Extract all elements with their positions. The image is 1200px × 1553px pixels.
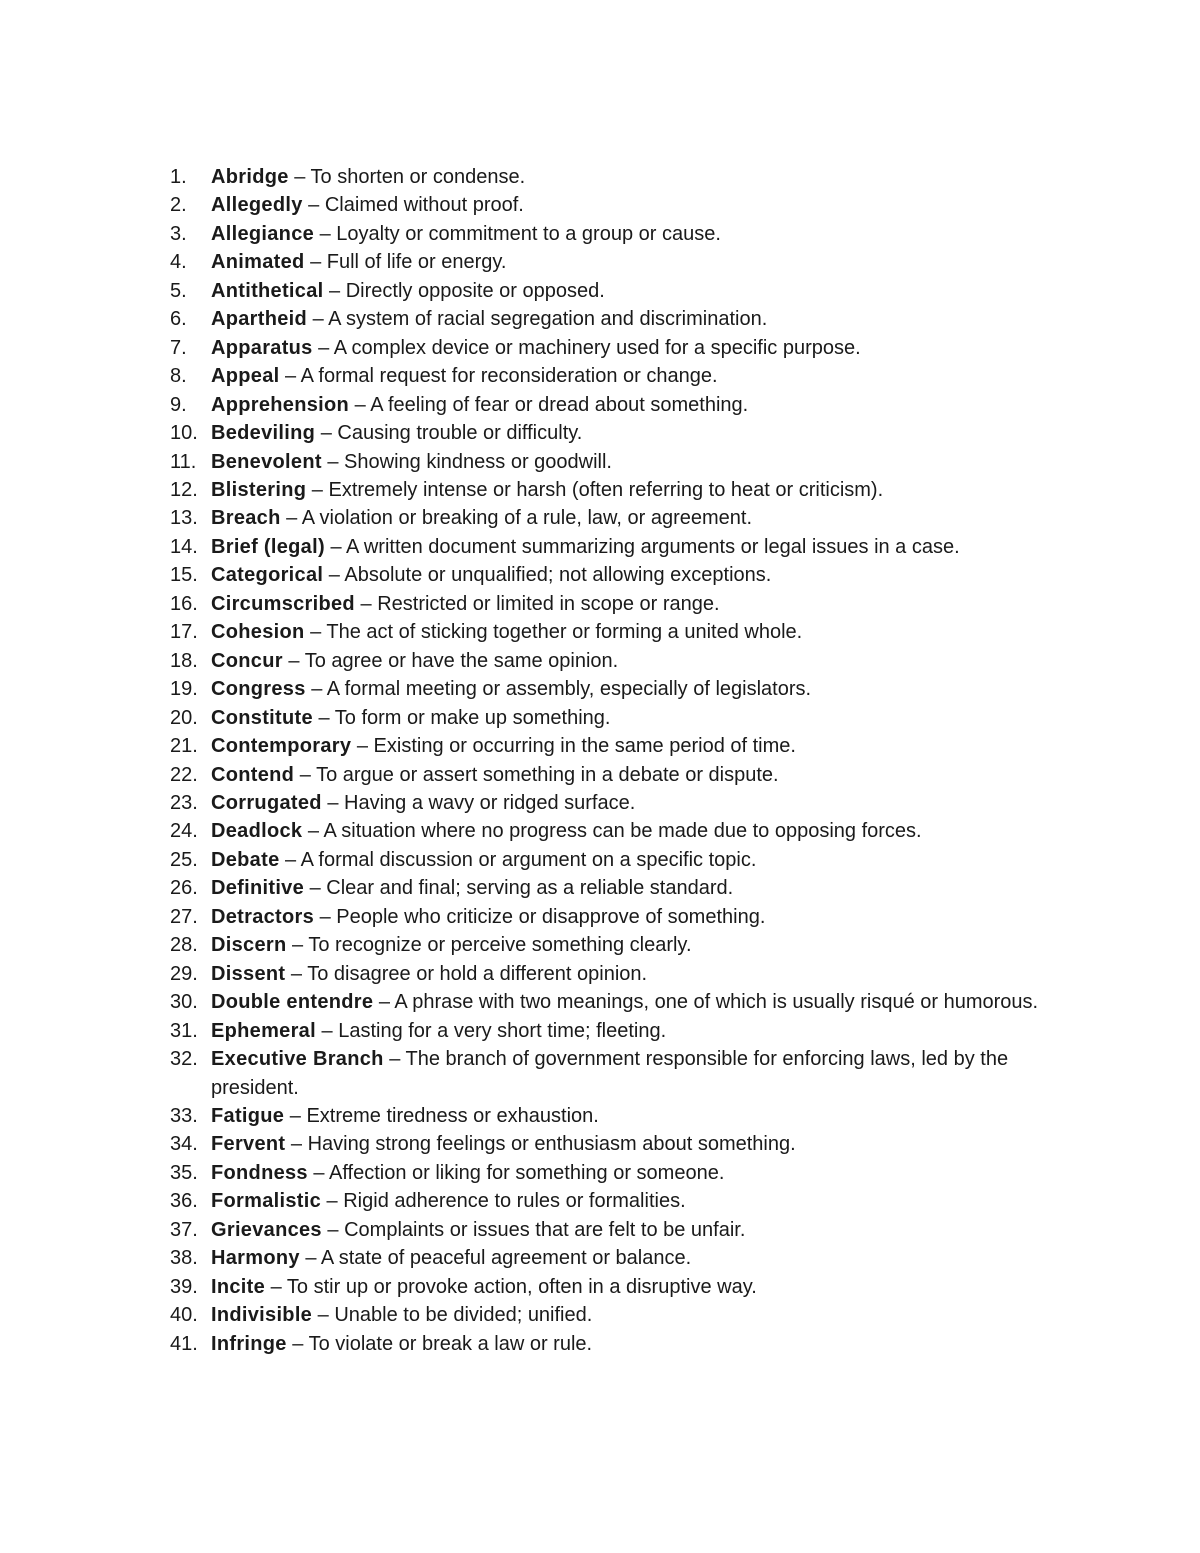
vocab-entry bbox=[170, 419, 1050, 447]
entry-definition: – A complex device or machinery used for a specific purpose. bbox=[312, 336, 861, 359]
entry-definition: – A violation or breaking of a rule, law, or agreement. bbox=[280, 507, 753, 530]
entry-number: 38. bbox=[170, 1247, 198, 1270]
entry-term: Discern bbox=[211, 934, 287, 957]
entry-definition: – Unable to be divided; unified. bbox=[312, 1304, 593, 1327]
vocab-entry bbox=[170, 675, 1050, 703]
vocab-entry bbox=[170, 305, 1050, 333]
vocab-entry bbox=[170, 391, 1050, 419]
entry-definition: – The branch of government responsible for enforcing laws, led by the president. bbox=[211, 1048, 1009, 1099]
entry-number: 40. bbox=[170, 1304, 198, 1327]
entry-definition: – Causing trouble or difficulty. bbox=[315, 422, 583, 445]
entry-number: 21. bbox=[170, 735, 198, 758]
entry-term: Constitute bbox=[211, 706, 313, 729]
entry-term: Breach bbox=[211, 507, 281, 530]
entry-term: Executive Branch bbox=[211, 1048, 384, 1071]
entry-term: Double entendre bbox=[211, 991, 374, 1014]
entry-number: 24. bbox=[170, 820, 198, 843]
entry-number: 1. bbox=[170, 166, 187, 188]
entry-number: 36. bbox=[170, 1190, 198, 1213]
vocab-entry bbox=[170, 647, 1050, 675]
entry-definition: – To form or make up something. bbox=[312, 706, 611, 729]
entry-definition: – Existing or occurring in the same period of time. bbox=[351, 735, 796, 758]
vocab-entry bbox=[170, 846, 1050, 874]
entry-definition: – The act of sticking together or forming a united whole. bbox=[304, 621, 803, 644]
entry-term: Animated bbox=[211, 251, 305, 274]
entry-definition: – A state of peaceful agreement or balance. bbox=[299, 1247, 692, 1270]
entry-number: 33. bbox=[170, 1104, 198, 1127]
entry-term: Apprehension bbox=[211, 393, 350, 416]
entry-number: 22. bbox=[170, 763, 198, 786]
entry-term: Contend bbox=[211, 763, 295, 786]
vocab-entry bbox=[170, 448, 1050, 476]
entry-definition: – Having a wavy or ridged surface. bbox=[321, 791, 636, 814]
entry-definition: – Loyalty or commitment to a group or cause. bbox=[314, 222, 721, 245]
entry-term: Allegiance bbox=[211, 222, 315, 245]
entry-number: 4. bbox=[170, 251, 187, 274]
entry-definition: – To agree or have the same opinion. bbox=[282, 649, 619, 672]
entry-term: Indivisible bbox=[211, 1304, 313, 1327]
vocab-entry bbox=[170, 590, 1050, 618]
entry-number: 3. bbox=[170, 222, 187, 245]
entry-number: 18. bbox=[170, 649, 198, 672]
entry-number: 31. bbox=[170, 1019, 198, 1042]
entry-definition: – A formal request for reconsideration or change. bbox=[279, 365, 718, 388]
vocab-entry bbox=[170, 789, 1050, 817]
entry-definition: – Extreme tiredness or exhaustion. bbox=[284, 1104, 599, 1127]
entry-term: Fatigue bbox=[211, 1104, 285, 1127]
entry-definition: – Directly opposite or opposed. bbox=[323, 279, 605, 302]
vocab-entry bbox=[170, 1216, 1050, 1244]
entry-term: Ephemeral bbox=[211, 1019, 316, 1042]
entry-term: Formalistic bbox=[211, 1190, 321, 1213]
vocabulary-list bbox=[170, 163, 1050, 1358]
entry-definition: – A system of racial segregation and discrimination. bbox=[307, 308, 768, 331]
entry-number: 2. bbox=[170, 194, 187, 217]
entry-definition: – Claimed without proof. bbox=[302, 194, 524, 217]
entry-definition: – Full of life or energy. bbox=[304, 251, 507, 274]
vocab-entry bbox=[170, 277, 1050, 305]
vocab-entry bbox=[170, 220, 1050, 248]
entry-definition: – Clear and final; serving as a reliable standard. bbox=[304, 877, 734, 900]
entry-term: Benevolent bbox=[211, 450, 322, 473]
entry-definition: – A feeling of fear or dread about something. bbox=[349, 393, 749, 416]
entry-number: 15. bbox=[170, 564, 198, 587]
entry-number: 39. bbox=[170, 1275, 198, 1298]
entry-term: Fondness bbox=[211, 1161, 308, 1184]
vocab-entry bbox=[170, 561, 1050, 589]
entry-definition: – A formal meeting or assembly, especially of legislators. bbox=[305, 678, 812, 701]
entry-term: Congress bbox=[211, 678, 306, 701]
entry-number: 35. bbox=[170, 1161, 198, 1184]
entry-term: Grievances bbox=[211, 1218, 322, 1241]
entry-term: Contemporary bbox=[211, 735, 352, 758]
entry-number: 41. bbox=[170, 1332, 198, 1355]
entry-term: Cohesion bbox=[211, 621, 305, 644]
entry-number: 13. bbox=[170, 507, 198, 530]
entry-number: 20. bbox=[170, 706, 198, 729]
entry-term: Harmony bbox=[211, 1247, 300, 1270]
entry-definition: – Having strong feelings or enthusiasm about something. bbox=[285, 1133, 796, 1156]
vocab-entry bbox=[170, 476, 1050, 504]
entry-number: 28. bbox=[170, 934, 198, 957]
entry-term: Blistering bbox=[211, 478, 307, 501]
entry-term: Abridge bbox=[211, 166, 289, 188]
entry-term: Appeal bbox=[211, 365, 280, 388]
vocab-entry bbox=[170, 1330, 1050, 1358]
entry-term: Circumscribed bbox=[211, 592, 355, 615]
entry-number: 9. bbox=[170, 393, 187, 416]
entry-number: 34. bbox=[170, 1133, 198, 1156]
entry-term: Brief (legal) bbox=[211, 535, 325, 558]
entry-definition: – Affection or liking for something or someone. bbox=[307, 1161, 725, 1184]
vocab-entry bbox=[170, 533, 1050, 561]
entry-number: 37. bbox=[170, 1218, 198, 1241]
entry-term: Apparatus bbox=[211, 336, 313, 359]
entry-number: 10. bbox=[170, 422, 198, 445]
entry-definition: – Complaints or issues that are felt to be unfair. bbox=[321, 1218, 746, 1241]
vocab-entry bbox=[170, 248, 1050, 276]
vocab-entry bbox=[170, 960, 1050, 988]
vocab-entry bbox=[170, 1102, 1050, 1130]
entry-number: 25. bbox=[170, 848, 198, 871]
entry-term: Fervent bbox=[211, 1133, 286, 1156]
vocab-entry bbox=[170, 1273, 1050, 1301]
entry-number: 17. bbox=[170, 621, 198, 644]
entry-definition: – A written document summarizing arguments or legal issues in a case. bbox=[324, 535, 960, 558]
vocab-entry bbox=[170, 732, 1050, 760]
entry-term: Antithetical bbox=[211, 279, 324, 302]
entry-definition: – People who criticize or disapprove of something. bbox=[314, 905, 766, 928]
entry-term: Dissent bbox=[211, 962, 286, 985]
entry-number: 26. bbox=[170, 877, 198, 900]
vocab-entry bbox=[170, 504, 1050, 532]
entry-term: Debate bbox=[211, 848, 280, 871]
entry-definition: – To disagree or hold a different opinion. bbox=[285, 962, 648, 985]
entry-number: 5. bbox=[170, 279, 187, 302]
entry-number: 12. bbox=[170, 478, 198, 501]
vocab-entry bbox=[170, 931, 1050, 959]
entry-definition: – Showing kindness or goodwill. bbox=[321, 450, 612, 473]
entry-term: Categorical bbox=[211, 564, 324, 587]
entry-definition: – Lasting for a very short time; fleeting. bbox=[315, 1019, 667, 1042]
vocab-entry bbox=[170, 1301, 1050, 1329]
entry-term: Definitive bbox=[211, 877, 305, 900]
vocab-entry bbox=[170, 817, 1050, 845]
entry-definition: – A formal discussion or argument on a specific topic. bbox=[279, 848, 757, 871]
entry-number: 32. bbox=[170, 1048, 198, 1071]
entry-definition: – To shorten or condense. bbox=[288, 166, 526, 188]
vocab-entry bbox=[170, 163, 1050, 191]
vocab-entry bbox=[170, 988, 1050, 1016]
entry-definition: – Extremely intense or harsh (often referring to heat or criticism). bbox=[306, 478, 884, 501]
vocab-entry bbox=[170, 1045, 1050, 1102]
entry-definition: – Rigid adherence to rules or formalities. bbox=[321, 1190, 686, 1213]
vocab-entry bbox=[170, 618, 1050, 646]
vocab-entry bbox=[170, 1159, 1050, 1187]
entry-number: 19. bbox=[170, 678, 198, 701]
entry-definition: – To argue or assert something in a debate or dispute. bbox=[294, 763, 779, 786]
entry-term: Infringe bbox=[211, 1332, 287, 1355]
vocab-entry bbox=[170, 1244, 1050, 1272]
entry-number: 16. bbox=[170, 592, 198, 615]
entry-number: 7. bbox=[170, 336, 187, 359]
vocab-entry bbox=[170, 874, 1050, 902]
entry-term: Detractors bbox=[211, 905, 315, 928]
entry-term: Incite bbox=[211, 1275, 266, 1298]
entry-term: Concur bbox=[211, 649, 283, 672]
vocab-entry bbox=[170, 191, 1050, 219]
entry-definition: – To violate or break a law or rule. bbox=[286, 1332, 593, 1355]
vocab-entry bbox=[170, 1187, 1050, 1215]
vocab-entry bbox=[170, 362, 1050, 390]
entry-number: 27. bbox=[170, 905, 198, 928]
entry-number: 23. bbox=[170, 791, 198, 814]
entry-term: Allegedly bbox=[211, 194, 303, 217]
vocab-entry bbox=[170, 334, 1050, 362]
vocab-entry bbox=[170, 1130, 1050, 1158]
entry-number: 29. bbox=[170, 962, 198, 985]
entry-definition: – To stir up or provoke action, often in a disruptive way. bbox=[265, 1275, 757, 1298]
entry-term: Corrugated bbox=[211, 791, 322, 814]
entry-number: 30. bbox=[170, 991, 198, 1014]
entry-definition: – A situation where no progress can be made due to opposing forces. bbox=[302, 820, 922, 843]
entry-number: 14. bbox=[170, 535, 198, 558]
entry-definition: – Absolute or unqualified; not allowing exceptions. bbox=[323, 564, 772, 587]
entry-term: Bedeviling bbox=[211, 422, 316, 445]
entry-definition: – To recognize or perceive something clearly. bbox=[286, 934, 692, 957]
entry-number: 11. bbox=[170, 450, 197, 473]
vocab-entry bbox=[170, 761, 1050, 789]
vocab-entry bbox=[170, 903, 1050, 931]
entry-definition: – A phrase with two meanings, one of which is usually risqué or humorous. bbox=[373, 991, 1039, 1014]
entry-term: Apartheid bbox=[211, 308, 308, 331]
entry-number: 8. bbox=[170, 365, 187, 388]
vocab-entry bbox=[170, 704, 1050, 732]
entry-term: Deadlock bbox=[211, 820, 303, 843]
entry-definition: – Restricted or limited in scope or range. bbox=[354, 592, 720, 615]
entry-number: 6. bbox=[170, 308, 187, 331]
vocab-entry bbox=[170, 1017, 1050, 1045]
